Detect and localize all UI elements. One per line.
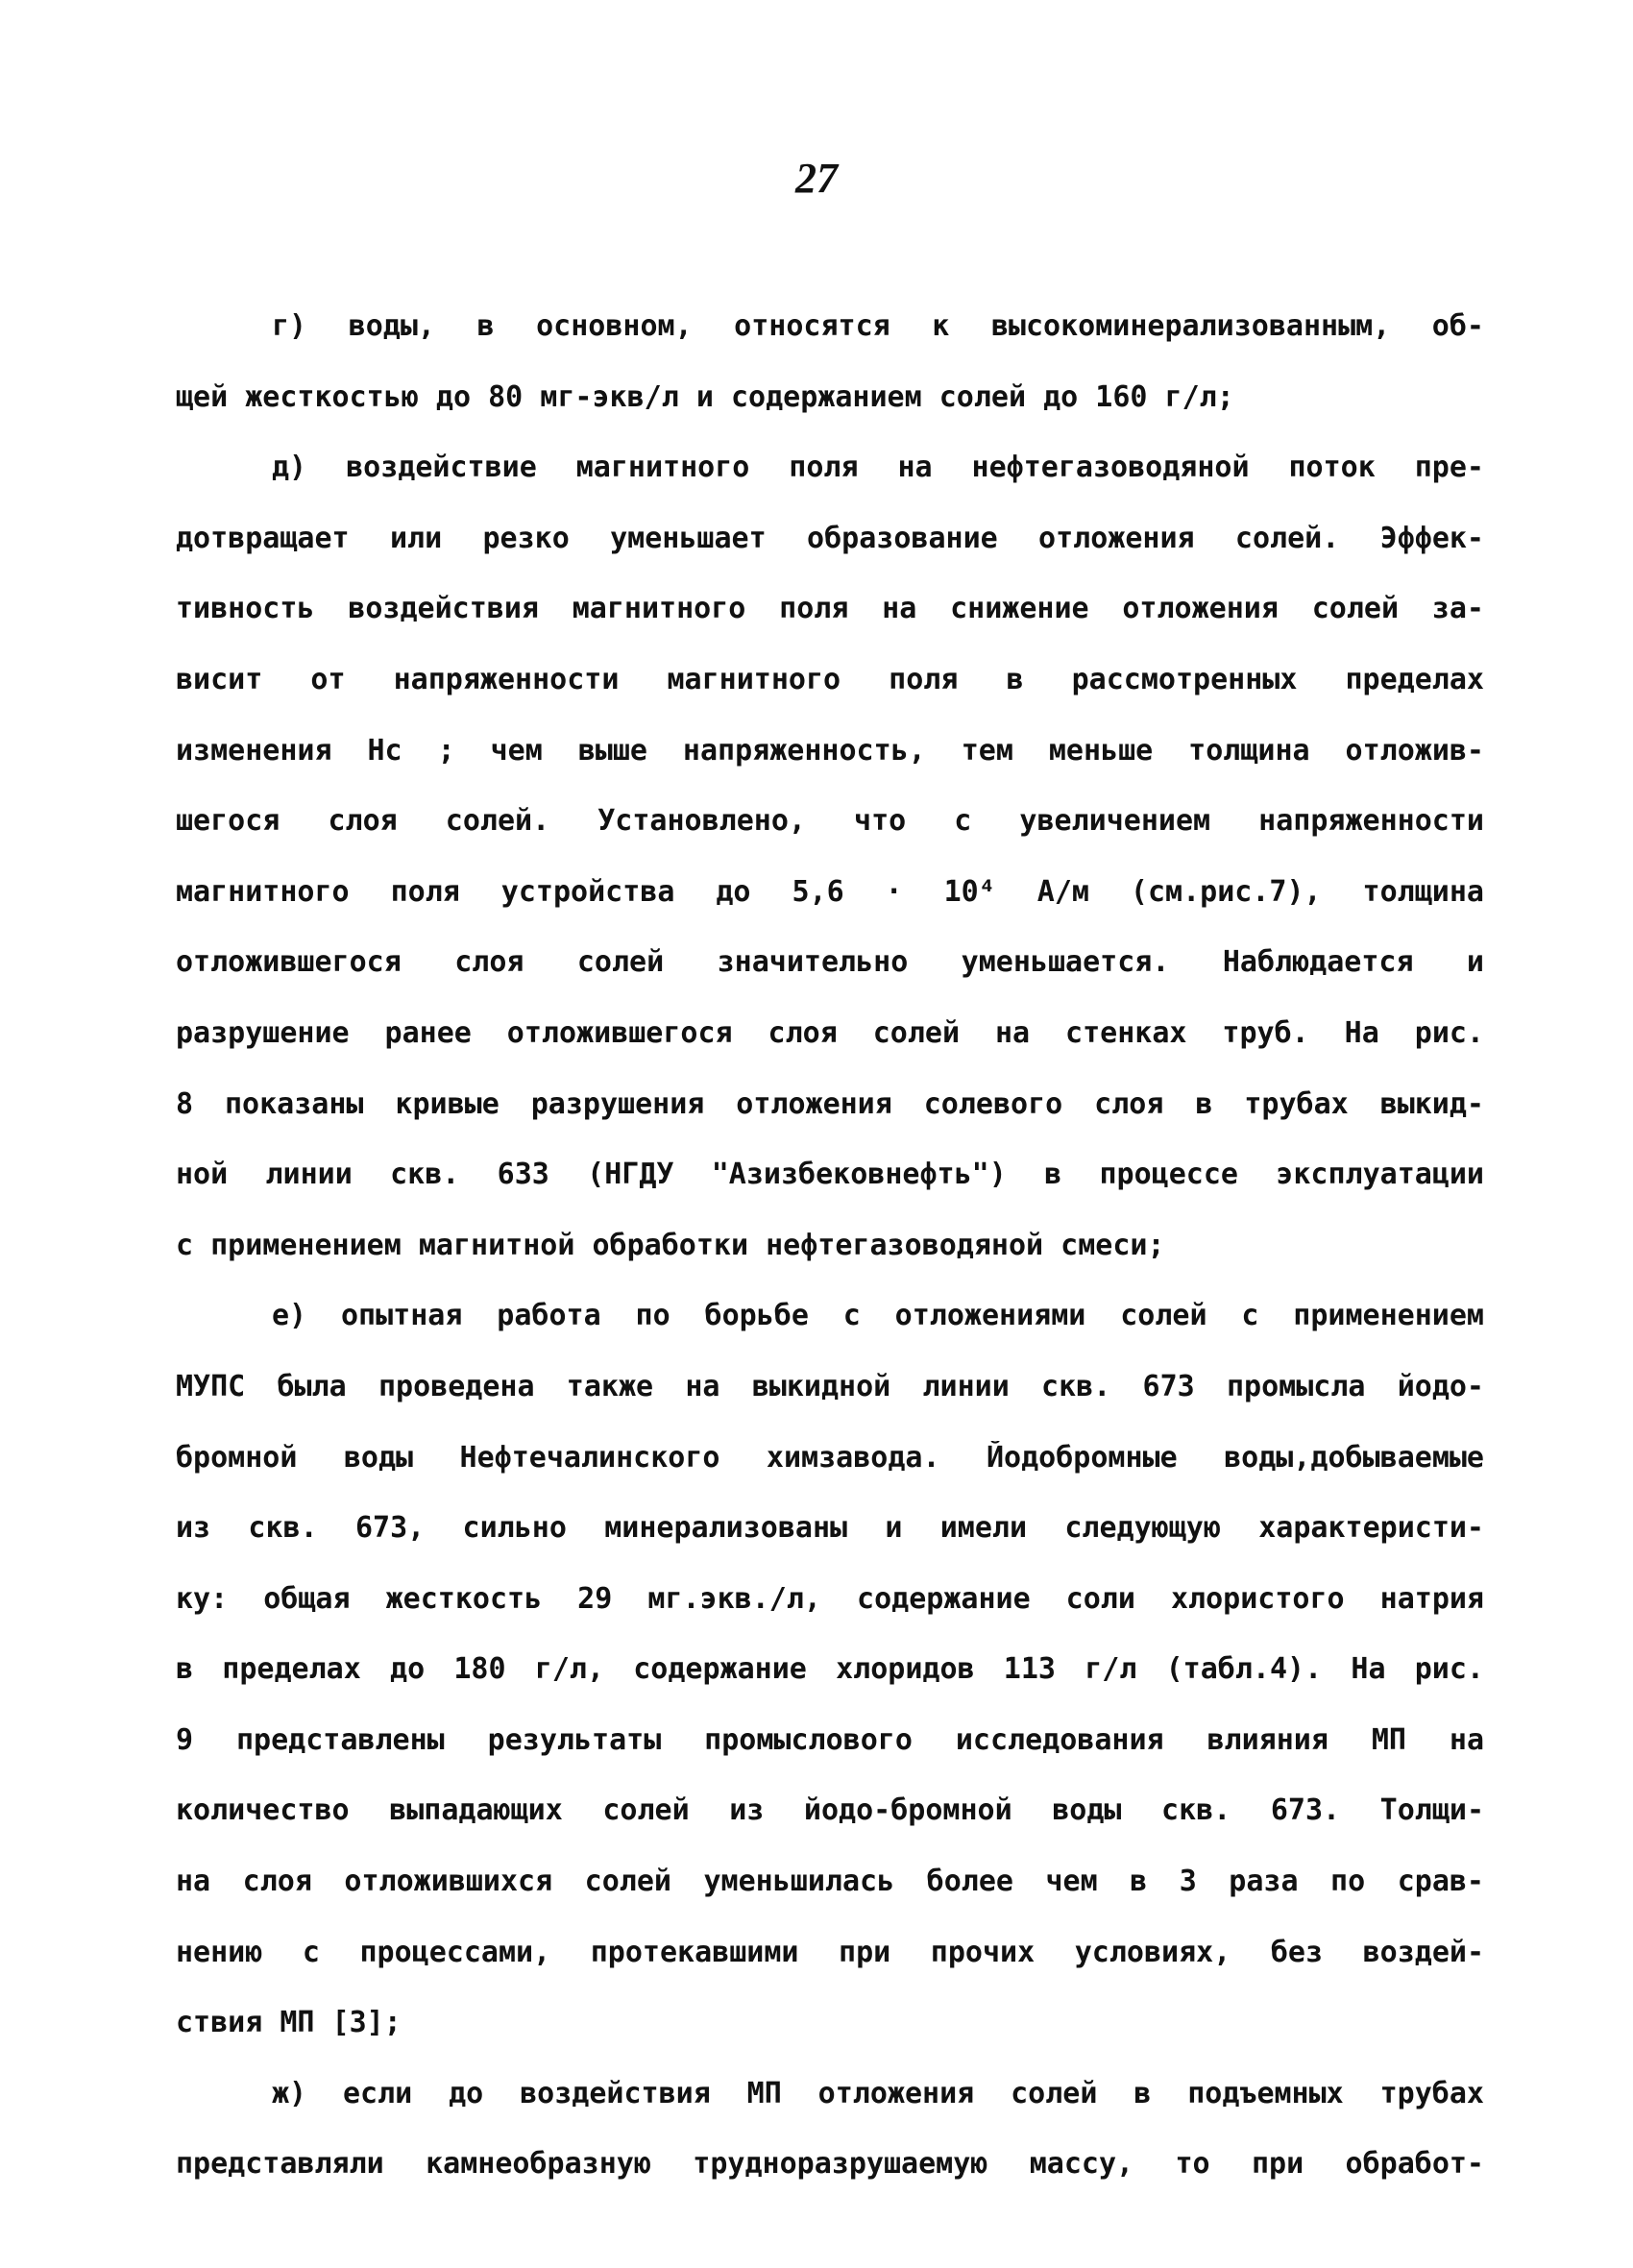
text-line: тивность воздействия магнитного поля на снижение отложения солей за- xyxy=(176,592,1484,626)
text-line: с применением магнитной обработки нефтегазоводяной смеси; xyxy=(176,1228,1165,1262)
text-line: нению с процессами, протекавшими при прочих условиях, без воздей- xyxy=(176,1935,1484,1969)
text-line: щей жесткостью до 80 мг-экв/л и содержанием солей до 160 г/л; xyxy=(176,379,1234,414)
text-line: бромной воды Нефтечалинского химзавода. Йодобромные воды,добываемые xyxy=(176,1440,1484,1475)
text-line: висит от напряженности магнитного поля в рассмотренных пределах xyxy=(176,662,1484,696)
text-line: отложившегося слоя солей значительно уменьшается. Наблюдается и xyxy=(176,945,1484,980)
text-line: 8 показаны кривые разрушения отложения солевого слоя в трубах выкид- xyxy=(176,1086,1484,1121)
text-line: магнитного поля устройства до 5,6 · 10⁴ А/м (см.рис.7), толщина xyxy=(176,874,1484,909)
text-line: ствия МП [3]; xyxy=(176,2006,402,2040)
text-line: ку: общая жесткость 29 мг.экв./л, содержание соли хлористого натрия xyxy=(176,1581,1484,1616)
text-line: на слоя отложившихся солей уменьшилась более чем в 3 раза по срав- xyxy=(176,1865,1484,1899)
body-text xyxy=(176,309,1484,2218)
text-line: МУПС была проведена также на выкидной линии скв. 673 промысла йодо- xyxy=(176,1369,1484,1403)
text-line: 9 представлены результаты промыслового исследования влияния МП на xyxy=(176,1722,1484,1757)
text-line: ж) если до воздействия МП отложения солей в подъемных трубах xyxy=(272,2076,1484,2110)
text-line: е) опытная работа по борьбе с отложениями солей с применением xyxy=(272,1299,1484,1333)
text-line: в пределах до 180 г/л, содержание хлоридов 113 г/л (табл.4). На рис. xyxy=(176,1652,1484,1687)
text-line: из скв. 673, сильно минерализованы и имели следующую характеристи- xyxy=(176,1511,1484,1546)
text-line: шегося слоя солей. Установлено, что с увеличением напряженности xyxy=(176,804,1484,839)
text-line: представляли камнеобразную трудноразрушаемую массу, то при обработ- xyxy=(176,2147,1484,2182)
text-line: количество выпадающих солей из йодо-бромной воды скв. 673. Толщи- xyxy=(176,1793,1484,1828)
text-line: г) воды, в основном, относятся к высокоминерализованным, об- xyxy=(272,309,1484,343)
text-line: дотвращает или резко уменьшает образование отложения солей. Эффек- xyxy=(176,521,1484,555)
text-line: ной линии скв. 633 (НГДУ "Азизбековнефть") в процессе эксплуатации xyxy=(176,1158,1484,1192)
page-number: 27 xyxy=(795,155,838,202)
text-line: изменения Hc ; чем выше напряженность, тем меньше толщина отложив- xyxy=(176,733,1484,768)
text-line: разрушение ранее отложившегося слоя солей на стенках труб. На рис. xyxy=(176,1015,1484,1050)
text-line: д) воздействие магнитного поля на нефтегазоводяной поток пре- xyxy=(272,451,1484,485)
